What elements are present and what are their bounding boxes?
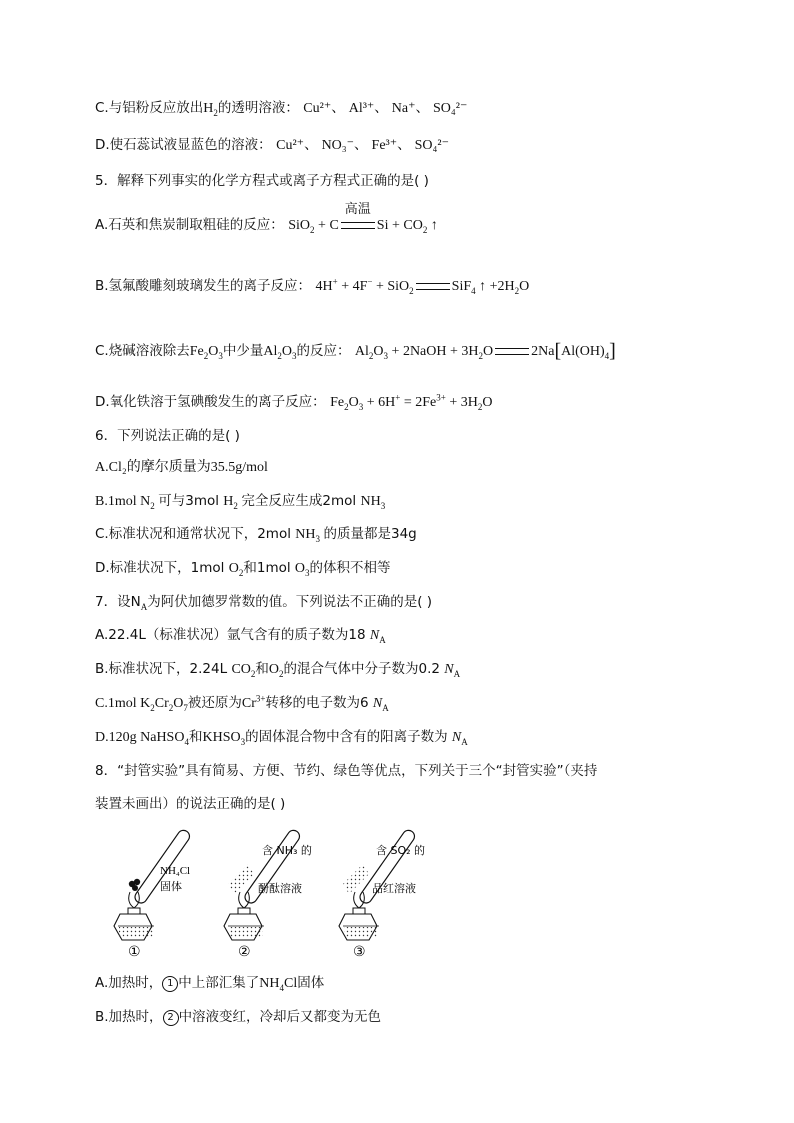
fig-number-2: ② — [238, 944, 251, 960]
q5d-equation: $Fe_2O_3 + 6H^+ = 2Fe^{3+} + 3H_2O$ — [330, 392, 493, 412]
q4-option-c — [95, 98, 467, 119]
q5b-label: B.氢氟酸雕刻玻璃发生的离子反应： — [95, 278, 312, 294]
q7-option-a: A.22.4L（标准状况）氩气含有的质子数为18 $N_A$ — [95, 627, 386, 645]
q4c-label: C.与铝粉反应放出 — [95, 100, 204, 116]
t1-label1: NH₄Cl — [160, 865, 191, 877]
q8-option-b: B.加热时， 2 中溶液变红，冷却后又都变为无色 — [95, 1009, 382, 1025]
q8-stem-line2: 装置未画出）的说法正确的是( ) — [95, 796, 286, 812]
sealed-tube-figure — [110, 822, 470, 962]
q5-option-c: C.烧碱溶液除去$Fe_2O_3$中少量$Al_2O_3$的反应： $Al_2O_3$ + 2NaOH + $3H_2O$ $2Na[Al(OH)_4]$ — [95, 340, 616, 362]
q5c-label-a: C.烧碱溶液除去 — [95, 343, 190, 359]
q6-option-d: D.标准状况下，1mol $O_2$和1mol $O_3$的体积不相等 — [95, 560, 391, 578]
q5-option-d — [95, 392, 492, 413]
q5c-label-c: 的反应： — [296, 343, 351, 359]
q5c-label-b: 中少量 — [222, 343, 264, 359]
t3-label2: 品红溶液 — [372, 882, 416, 895]
t2-label1: 含 NH₃ 的 — [262, 844, 312, 857]
q4c-ions: Cu²⁺、 Al³⁺、 Na⁺、 SO₄²⁻ — [303, 101, 468, 116]
q5a-equation: SiO$_2$ + C 高温 $Si + CO_2$ ↑ — [288, 202, 438, 235]
q5-stem: 5．解释下列事实的化学方程式或离子方程式正确的是( ) — [95, 173, 429, 189]
q5d-label: D.氧化铁溶于氢碘酸发生的离子反应： — [95, 394, 326, 410]
q4d-label: D.使石蕊试液显蓝色的溶液： — [95, 137, 272, 153]
q4-option-d — [95, 135, 449, 156]
q4c-tail: 的透明溶液： — [217, 100, 299, 116]
q5b-equation: 4H+ + 4F− + SiO$_2$ SiF$_4$ ↑ $+2H_2O$ — [315, 276, 530, 296]
q4c-gas: $H_2$ — [203, 101, 218, 118]
q6-option-b: B.1mol $N_2$ 可与3mol $H_2$ 完全反应生成2mol $NH_3$ — [95, 493, 386, 511]
fig-number-3: ③ — [353, 944, 366, 960]
q4d-ions: Cu²⁺、 NO₃⁻、 Fe³⁺、 SO₄²⁻ — [276, 138, 450, 153]
circled-number-1: 1 — [162, 976, 178, 992]
q6-option-c: C.标准状况和通常状况下，2mol $NH_3$ 的质量都是34g — [95, 526, 417, 544]
q7-option-d: D.120g NaHSO$_4$和$KHSO_3$的固体混合物中含有的阳离子数为 $N_A$ — [95, 729, 468, 747]
q8-stem-line1: 8．“封管实验”具有简易、方便、节约、绿色等优点，下列关于三个“封管实验”（夹持 — [95, 763, 598, 779]
q7-option-c: C.1mol $K_2Cr_2O_7$被还原为$Cr^{3+}$转移的电子数为6 $N_A$ — [95, 693, 389, 713]
fig-number-1: ① — [128, 944, 141, 960]
q5-option-a — [95, 202, 438, 236]
q5c-equation: $Al_2O_3$ + 2NaOH + $3H_2O$ $2Na[Al(OH)_4]$ — [354, 340, 616, 362]
t1-label2: 固体 — [160, 880, 182, 893]
t2-label2: 酚酞溶液 — [258, 882, 302, 895]
q6-stem: 6．下列说法正确的是( ) — [95, 428, 240, 444]
t3-label1: 含 SO₂ 的 — [376, 844, 426, 857]
q7-stem: 7．设$N_A$为阿伏加德罗常数的值。下列说法不正确的是( ) — [95, 594, 433, 612]
q5-option-b — [95, 276, 529, 297]
q6-option-a: A.Cl₂的摩尔质量为35.5g/mol — [95, 460, 268, 475]
circled-number-2: 2 — [163, 1010, 179, 1026]
q7-option-b: B.标准状况下，2.24L $CO_2$和$O_2$的混合气体中分子数为0.2 $N_A$ — [95, 661, 461, 679]
q5a-condition: 高温 — [344, 202, 371, 217]
q8-option-a: A.加热时， 1 中上部汇集了$NH_4Cl$固体 — [95, 975, 325, 993]
q5a-label: A.石英和焦炭制取粗硅的反应： — [95, 217, 284, 233]
